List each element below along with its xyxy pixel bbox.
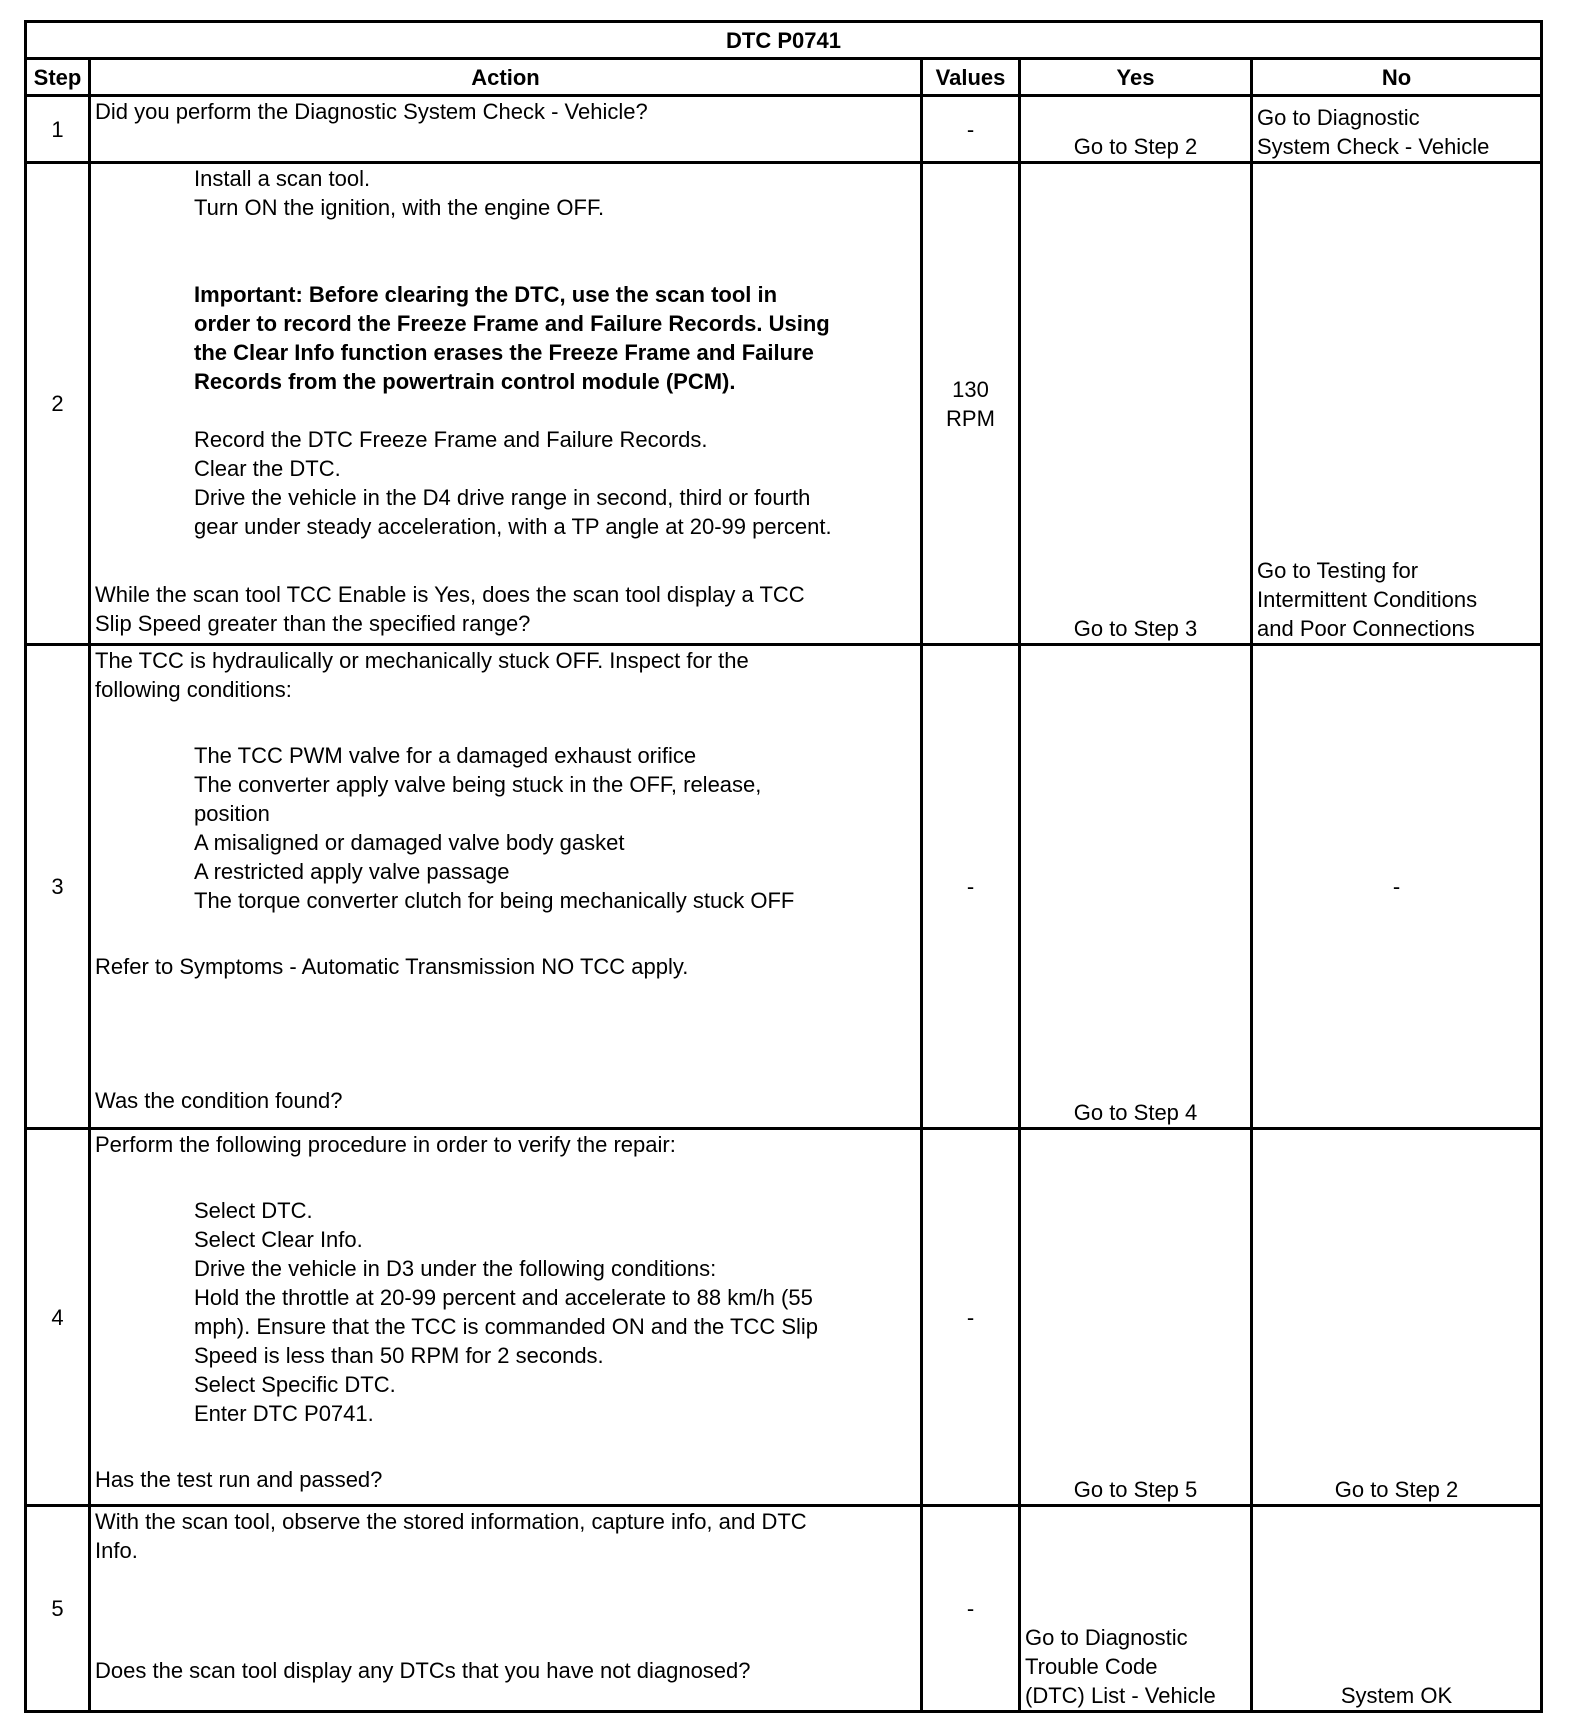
action-text: Did you perform the Diagnostic System Check - Vehicle? <box>95 99 648 124</box>
yes-text: Go to Diagnostic <box>1025 1625 1188 1650</box>
list-item: mph). Ensure that the TCC is commanded ON and the TCC Slip <box>194 1314 819 1339</box>
no-text: and Poor Connections <box>1257 616 1475 641</box>
no-text: System OK <box>1340 1683 1453 1708</box>
table-row <box>26 163 1542 645</box>
yes-text: Go to Step 2 <box>1073 134 1198 159</box>
action-text: following conditions: <box>95 677 292 702</box>
yes-text: Go to Step 3 <box>1073 616 1198 641</box>
important-note: Records from the powertrain control module (PCM). <box>194 369 736 394</box>
table-title: DTC P0741 <box>26 22 1542 59</box>
action-question: While the scan tool TCC Enable is Yes, does the scan tool display a TCC <box>95 582 805 607</box>
list-item: Select Specific DTC. <box>194 1372 396 1397</box>
table-row <box>26 96 1542 163</box>
step-number: 5 <box>26 1506 90 1712</box>
action-cell <box>90 645 922 1129</box>
value-cell: - <box>922 645 1020 1129</box>
action-cell <box>90 163 922 645</box>
important-note: order to record the Freeze Frame and Failure Records. Using <box>194 311 830 336</box>
important-note: the Clear Info function erases the Freeze Frame and Failure <box>194 340 814 365</box>
header-row <box>26 59 1542 96</box>
list-item: Speed is less than 50 RPM for 2 seconds. <box>194 1343 604 1368</box>
action-question: Has the test run and passed? <box>95 1467 383 1492</box>
value-text: 130 <box>952 376 989 402</box>
action-text: Record the DTC Freeze Frame and Failure Records. <box>194 427 708 452</box>
action-text: Perform the following procedure in order to verify the repair: <box>95 1132 676 1157</box>
step-number: 1 <box>26 96 90 163</box>
table-row <box>26 1506 1542 1712</box>
list-item: The torque converter clutch for being mechanically stuck OFF <box>194 888 795 913</box>
list-item: Select Clear Info. <box>194 1227 363 1252</box>
list-item: Drive the vehicle in D3 under the following conditions: <box>194 1256 717 1281</box>
no-cell: - <box>1252 645 1542 1129</box>
header-values: Values <box>922 59 1020 96</box>
no-cell <box>1252 163 1542 645</box>
yes-cell <box>1020 96 1252 163</box>
step-number: 3 <box>26 645 90 1129</box>
header-no: No <box>1252 59 1542 96</box>
list-item: Enter DTC P0741. <box>194 1401 374 1426</box>
no-text: Intermittent Conditions <box>1257 587 1478 612</box>
header-step: Step <box>26 59 90 96</box>
header-yes: Yes <box>1020 59 1252 96</box>
value-cell <box>922 163 1020 645</box>
yes-cell <box>1020 163 1252 645</box>
no-cell <box>1252 1129 1542 1506</box>
dtc-table <box>24 20 1543 1713</box>
value-cell: - <box>922 1506 1020 1712</box>
action-question: Slip Speed greater than the specified range? <box>95 611 531 636</box>
list-item: Select DTC. <box>194 1198 313 1223</box>
list-item: Hold the throttle at 20-99 percent and accelerate to 88 km/h (55 <box>194 1285 813 1310</box>
important-note: Important: Before clearing the DTC, use the scan tool in <box>194 282 778 307</box>
action-text: With the scan tool, observe the stored information, capture info, and DTC <box>95 1509 807 1534</box>
list-item: The TCC PWM valve for a damaged exhaust orifice <box>194 743 697 768</box>
yes-text: Go to Step 4 <box>1073 1100 1198 1125</box>
header-action: Action <box>90 59 922 96</box>
action-text: Drive the vehicle in the D4 drive range in second, third or fourth <box>194 485 811 510</box>
no-text: System Check - Vehicle <box>1257 134 1490 159</box>
yes-text: Go to Step 5 <box>1073 1477 1198 1502</box>
yes-text: Trouble Code <box>1025 1654 1158 1679</box>
no-cell <box>1252 1506 1542 1712</box>
table-row <box>26 1129 1542 1506</box>
list-item: A restricted apply valve passage <box>194 859 510 884</box>
table-title-row <box>26 22 1542 59</box>
no-text: Go to Testing for <box>1257 558 1419 583</box>
no-cell <box>1252 96 1542 163</box>
action-cell <box>90 1129 922 1506</box>
action-text: Turn ON the ignition, with the engine OFF. <box>194 195 605 220</box>
list-item: position <box>194 801 270 826</box>
action-cell <box>90 96 922 163</box>
action-cell <box>90 1506 922 1712</box>
action-text: Install a scan tool. <box>194 166 371 191</box>
action-text: Clear the DTC. <box>194 456 341 481</box>
no-text: Go to Diagnostic <box>1257 105 1420 130</box>
action-text: The TCC is hydraulically or mechanically stuck OFF. Inspect for the <box>95 648 749 673</box>
step-number: 2 <box>26 163 90 645</box>
action-text: gear under steady acceleration, with a TP angle at 20-99 percent. <box>194 514 832 539</box>
yes-cell <box>1020 1506 1252 1712</box>
value-cell: - <box>922 96 1020 163</box>
action-text: Refer to Symptoms - Automatic Transmission NO TCC apply. <box>95 954 689 979</box>
yes-text: (DTC) List - Vehicle <box>1025 1683 1216 1708</box>
action-question: Does the scan tool display any DTCs that you have not diagnosed? <box>95 1658 751 1683</box>
action-question: Was the condition found? <box>95 1088 343 1113</box>
yes-cell <box>1020 1129 1252 1506</box>
yes-cell <box>1020 645 1252 1129</box>
no-text: Go to Step 2 <box>1334 1477 1459 1502</box>
action-text: Info. <box>95 1538 138 1563</box>
list-item: A misaligned or damaged valve body gasket <box>194 830 625 855</box>
table-row <box>26 645 1542 1129</box>
list-item: The converter apply valve being stuck in the OFF, release, <box>194 772 762 797</box>
value-unit: RPM <box>946 405 995 431</box>
step-number: 4 <box>26 1129 90 1506</box>
value-cell: - <box>922 1129 1020 1506</box>
